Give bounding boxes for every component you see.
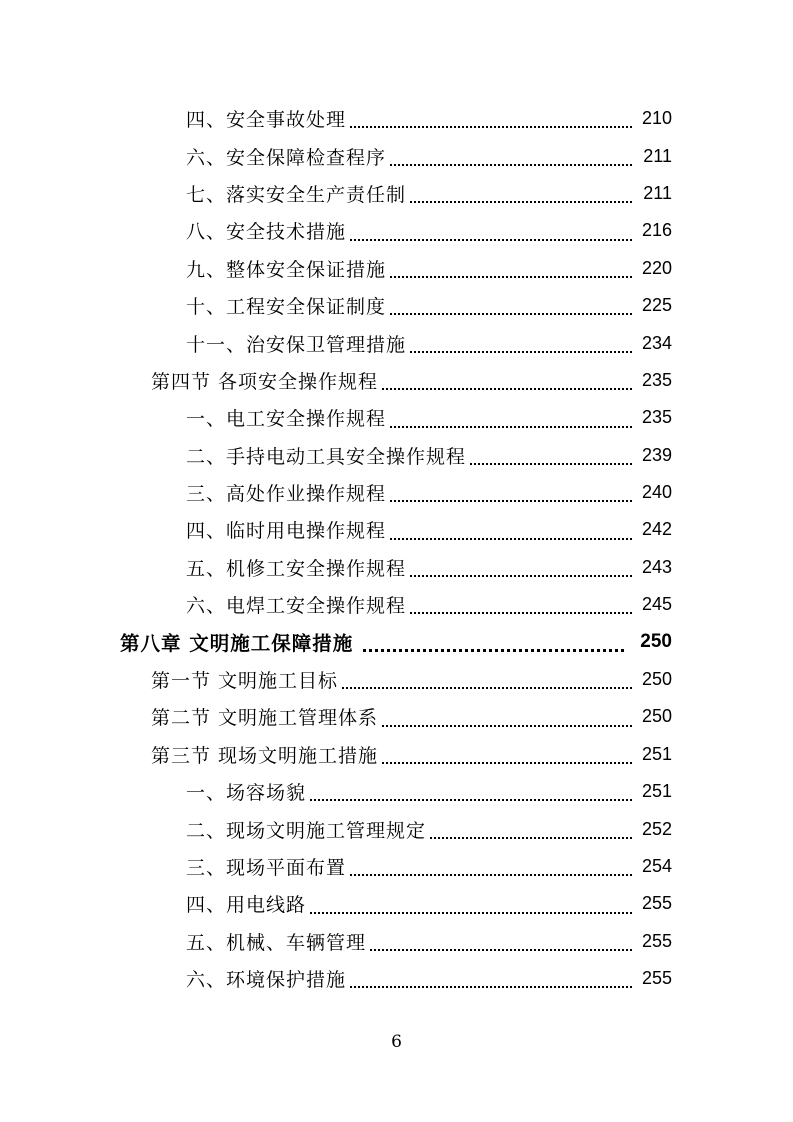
dot-leader [350,239,632,241]
toc-entry-page: 250 [641,706,672,727]
toc-entry-page: 255 [641,893,672,914]
toc-entry-title: 一、电工安全操作规程 [186,408,387,431]
dot-leader [410,351,632,353]
toc-chapter-title: 第八章 文明施工保障措施 [120,632,354,656]
toc-entry-page: 250 [641,669,672,690]
toc-entry-title: 二、手持电动工具安全操作规程 [186,445,467,468]
toc-entry-title: 六、安全保障检查程序 [186,146,387,169]
toc-entry[interactable] [0,773,793,810]
toc-entry[interactable] [0,100,793,137]
toc-entry-page: 210 [641,108,672,129]
toc-entry-title: 三、高处作业操作规程 [186,483,387,506]
toc-entry-page: 254 [641,856,672,876]
toc-entry-title: 六、环境保护措施 [186,969,347,992]
toc-entry-page: 211 [643,145,672,166]
toc-entry-title: 第四节 各项安全操作规程 [151,370,379,393]
toc-entry[interactable] [0,175,793,212]
dot-leader [430,837,632,839]
toc-entry-title: 五、机修工安全操作规程 [186,557,407,580]
page-number: 6 [391,1032,402,1052]
dot-leader [350,986,632,988]
dot-leader [470,463,632,465]
toc-entry-title: 八、安全技术措施 [186,221,347,244]
toc-entry-page: 255 [641,968,672,989]
toc-entry-page: 243 [641,556,672,577]
toc-entry-page: 225 [641,295,672,316]
toc-entry-page: 240 [641,482,672,503]
toc-entry-page: 220 [641,257,672,278]
toc-entry[interactable] [0,511,793,548]
toc-entry-page: 251 [641,743,672,764]
toc-entry-title: 第一节 文明施工目标 [151,670,339,693]
toc-entry-title: 四、安全事故处理 [186,109,347,132]
toc-entry[interactable] [0,324,793,361]
dot-leader [382,725,632,727]
toc-entry-title: 六、电焊工安全操作规程 [186,595,407,618]
toc-entry-title: 第二节 文明施工管理体系 [151,707,379,730]
toc-entry-page: 235 [641,407,672,428]
toc-section-entry[interactable] [0,362,793,399]
toc-entry[interactable] [0,810,793,847]
dot-leader [310,799,632,801]
toc-entry[interactable] [0,549,793,586]
toc-entry-page: 250 [640,631,672,653]
toc-section-entry[interactable] [0,698,793,735]
toc-entry-page: 211 [643,182,672,203]
toc-entry-title: 五、机械、车辆管理 [186,931,367,954]
toc-entry[interactable] [0,923,793,960]
dot-leader [382,388,632,390]
dot-leader [342,687,632,689]
dot-leader [390,276,632,278]
dot-leader [390,538,632,540]
toc-entry[interactable] [0,848,793,885]
toc-section-entry[interactable] [0,661,793,698]
dot-leader [390,500,632,502]
toc-entry-title: 十一、治安保卫管理措施 [186,333,407,356]
toc-entry-title: 九、整体安全保证措施 [186,258,387,281]
dot-leader [363,649,624,652]
toc-chapter-entry[interactable] [0,623,793,660]
toc-entry[interactable] [0,885,793,922]
toc-entry[interactable] [0,474,793,511]
toc-entry-page: 239 [641,444,672,465]
toc-entry-page: 255 [641,930,672,951]
toc-entry-page: 235 [641,369,672,390]
dot-leader [350,874,632,876]
toc-entry-title: 一、场容场貌 [186,782,307,805]
dot-leader [370,949,632,951]
toc-entry-page: 252 [641,818,672,839]
toc-entry-title: 七、落实安全生产责任制 [186,183,407,206]
toc-entry-title: 三、现场平面布置 [186,857,347,879]
dot-leader [310,912,632,914]
dot-leader [410,575,632,577]
toc-entry-page: 242 [641,519,672,540]
toc-entry-title: 四、临时用电操作规程 [186,520,387,543]
toc-entry[interactable] [0,137,793,174]
toc-entry[interactable] [0,287,793,324]
toc-entry-title: 四、用电线路 [186,894,307,917]
toc-entry-page: 234 [641,332,672,353]
toc-entry-page: 245 [641,594,672,615]
dot-leader [382,762,632,764]
toc-entry-title: 第三节 现场文明施工措施 [151,744,379,767]
dot-leader [410,612,632,614]
toc-entry[interactable] [0,437,793,474]
toc-entry-page: 216 [641,220,672,241]
dot-leader [390,426,632,428]
toc-entry[interactable] [0,212,793,249]
toc-section-entry[interactable] [0,736,793,773]
toc-entry[interactable] [0,586,793,623]
dot-leader [410,201,632,203]
toc-entry-title: 二、现场文明施工管理规定 [186,819,427,842]
dot-leader [390,164,632,166]
table-of-contents [0,100,793,997]
toc-entry[interactable] [0,250,793,287]
toc-entry-page: 251 [641,781,672,802]
dot-leader [390,313,632,315]
toc-entry[interactable] [0,960,793,997]
toc-entry[interactable] [0,399,793,436]
toc-entry-title: 十、工程安全保证制度 [186,296,387,319]
dot-leader [350,126,632,128]
